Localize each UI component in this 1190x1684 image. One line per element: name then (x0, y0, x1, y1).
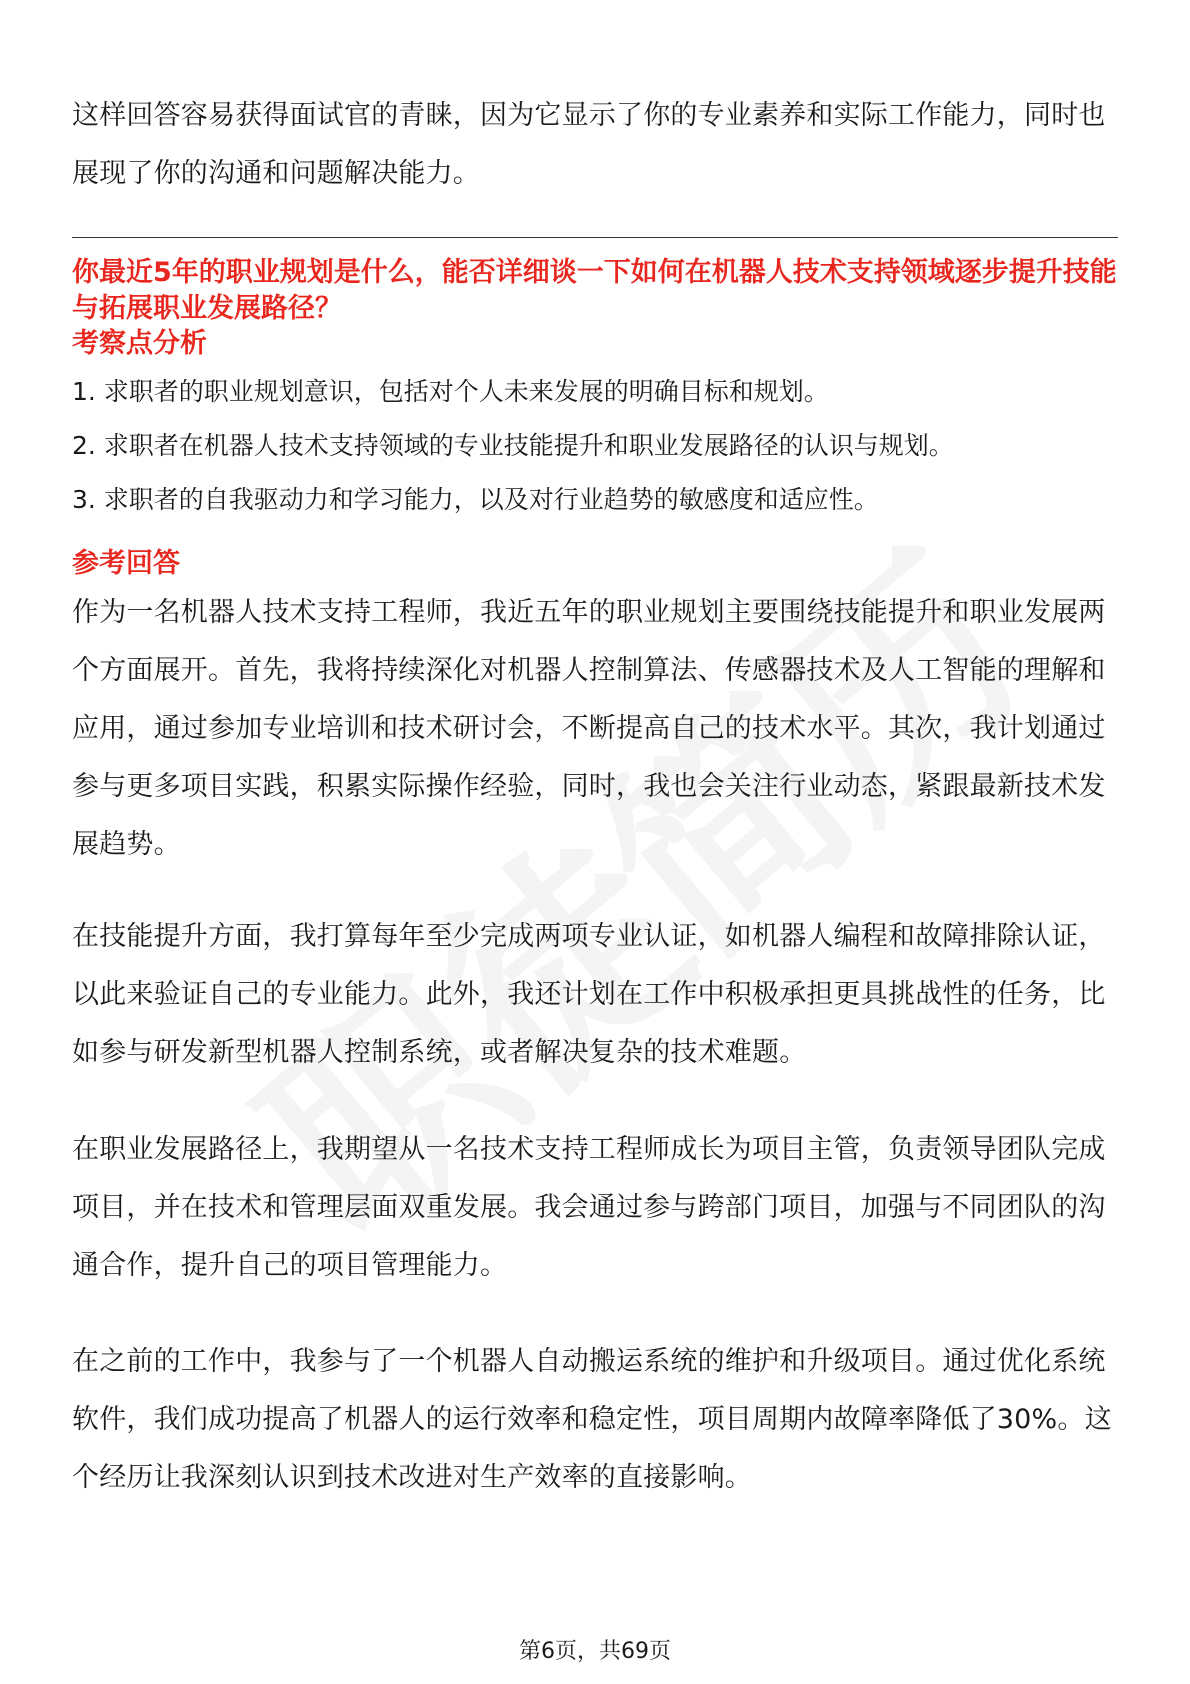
analysis-point: 1. 求职者的职业规划意识，包括对个人未来发展的明确目标和规划。 (72, 377, 829, 406)
intro-paragraph: 这样回答容易获得面试官的青睐，因为它显示了你的专业素养和实际工作能力，同时也展现了你的沟通和问题解决能力。 (72, 100, 1106, 189)
page-footer: 第6页，共69页 (519, 1639, 671, 1664)
answer-heading: 参考回答 (72, 548, 180, 579)
answer-paragraph: 在技能提升方面，我打算每年至少完成两项专业认证，如机器人编程和故障排除认证，以此来验证自己的专业能力。此外，我还计划在工作中积极承担更具挑战性的任务，比如参与研发新型机器人控制系统，或者解决复杂的技术难题。 (72, 921, 1106, 1068)
answer-paragraph: 在职业发展路径上，我期望从一名技术支持工程师成长为项目主管，负责领导团队完成项目，并在技术和管理层面双重发展。我会通过参与跨部门项目，加强与不同团队的沟通合作，提升自己的项目管理能力。 (72, 1134, 1106, 1281)
section-divider (72, 237, 1118, 238)
analysis-point: 2. 求职者在机器人技术支持领域的专业技能提升和职业发展路径的认识与规划。 (72, 431, 954, 460)
analysis-heading: 考察点分析 (72, 328, 207, 359)
answer-paragraph: 在之前的工作中，我参与了一个机器人自动搬运系统的维护和升级项目。通过优化系统软件，我们成功提高了机器人的运行效率和稳定性，项目周期内故障率降低了30%。这个经历让我深刻认识到技术改进对生产效率的直接影响。 (72, 1346, 1112, 1493)
question-heading: 你最近5年的职业规划是什么，能否详细谈一下如何在机器人技术支持领域逐步提升技能与拓展职业发展路径？ (72, 257, 1117, 324)
answer-paragraph: 作为一名机器人技术支持工程师，我近五年的职业规划主要围绕技能提升和职业发展两个方面展开。首先，我将持续深化对机器人控制算法、传感器技术及人工智能的理解和应用，通过参加专业培训和技术研讨会，不断提高自己的技术水平。其次，我计划通过参与更多项目实践，积累实际操作经验，同时，我也会关注行业动态，紧跟最新技术发展趋势。 (72, 597, 1106, 860)
analysis-point: 3. 求职者的自我驱动力和学习能力，以及对行业趋势的敏感度和适应性。 (72, 485, 879, 514)
